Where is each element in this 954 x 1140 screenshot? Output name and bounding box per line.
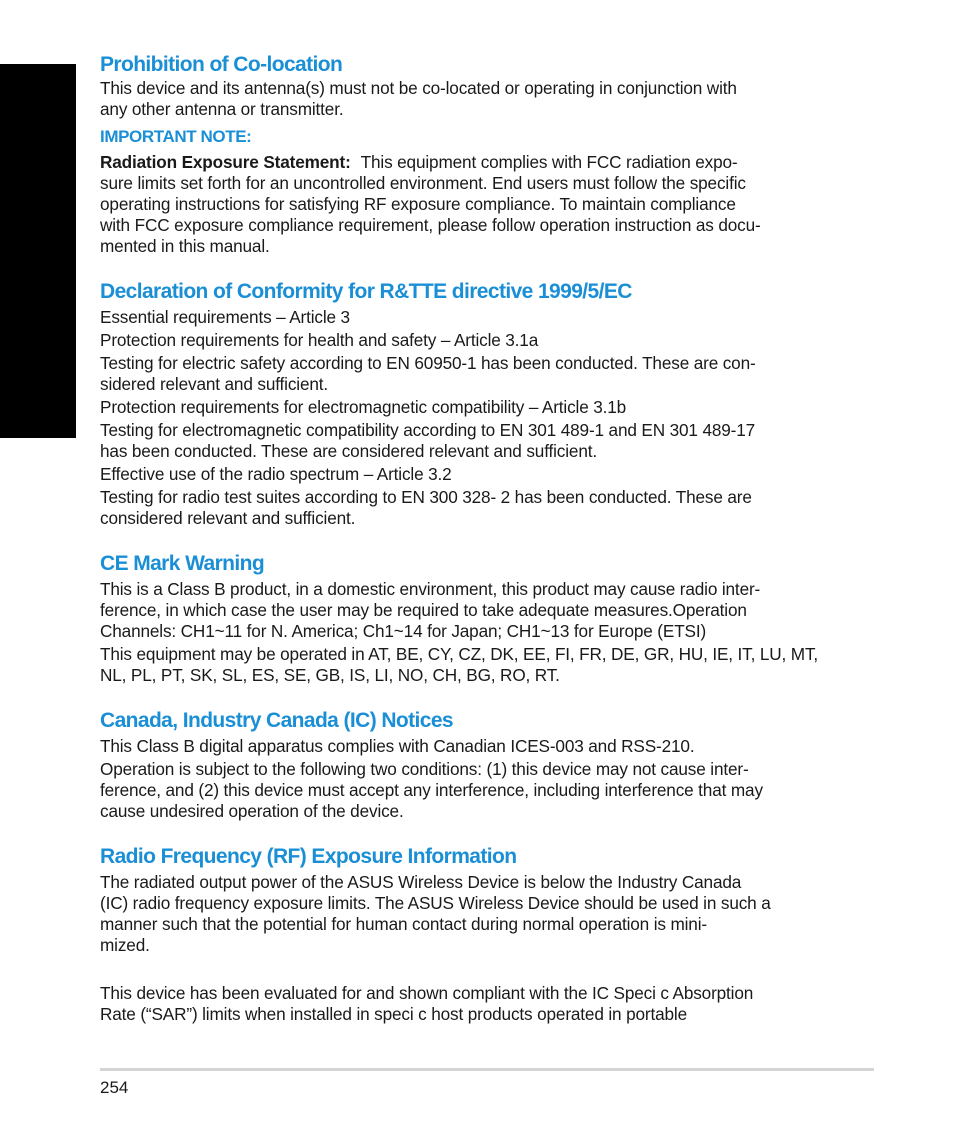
important-note-line-3: operating instructions for satisfying RF exposure compliance. To maintain compliance [100,194,736,214]
heading-rf-exposure: Radio Frequency (RF) Exposure Information [100,845,517,868]
heading-important-note: IMPORTANT NOTE: [100,127,252,146]
ce-line: ference, in which case the user may be required to take adequate measures.Operation [100,600,747,620]
rf-sar-line: This device has been evaluated for and shown compliant with the IC Speci c Absorption [100,983,754,1003]
heading-prohibition: Prohibition of Co-location [100,53,343,76]
rf-sar-line: Rate (“SAR”) limits when installed in speci c host products operated in portable [100,1004,687,1024]
ce-line: NL, PL, PT, SK, SL, ES, SE, GB, IS, LI, NO, CH, BG, RO, RT. [100,665,560,685]
heading-ce-mark: CE Mark Warning [100,552,265,575]
heading-declaration: Declaration of Conformity for R&TTE directive 1999/5/EC [100,280,632,303]
ce-line: This is a Class B product, in a domestic environment, this product may cause radio inter- [100,579,761,599]
side-language-tab [0,64,76,438]
ic-line: cause undesired operation of the device. [100,801,404,821]
footer-rule [100,1068,874,1071]
doc-line: Testing for radio test suites according to EN 300 328- 2 has been conducted. These are [100,487,752,507]
ic-line: This Class B digital apparatus complies with Canadian ICES-003 and RSS-210. [100,736,695,756]
rf-line: (IC) radio frequency exposure limits. The ASUS Wireless Device should be used in such a [100,893,771,913]
doc-line: Testing for electric safety according to EN 60950-1 has been conducted. These are con- [100,353,756,373]
rf-line: The radiated output power of the ASUS Wireless Device is below the Industry Canada [100,872,742,892]
doc-line: Protection requirements for health and safety – Article 3.1a [100,330,539,350]
doc-line: considered relevant and sufficient. [100,508,356,528]
radiation-exposure-lead: Radiation Exposure Statement: [100,152,351,172]
important-note-line-4: with FCC exposure compliance requirement, please follow operation instruction as docu- [100,215,761,235]
important-note-line-2: sure limits set forth for an uncontrolled environment. End users must follow the specific [100,173,746,193]
doc-line: Testing for electromagnetic compatibility according to EN 301 489-1 and EN 301 489-17 [100,420,756,440]
doc-line: Essential requirements – Article 3 [100,307,350,327]
prohibition-line-2: any other antenna or transmitter. [100,99,344,119]
ce-line: This equipment may be operated in AT, BE, CY, CZ, DK, EE, FI, FR, DE, GR, HU, IE, IT, LU, MT, [100,644,819,664]
important-note-line-5: mented in this manual. [100,236,270,256]
page-content [100,52,880,1025]
doc-line: sidered relevant and sufficient. [100,374,329,394]
ic-line: Operation is subject to the following two conditions: (1) this device may not cause inter- [100,759,749,779]
important-note-line-1: Radiation Exposure Statement: This equipment complies with FCC radiation expo- [100,152,738,172]
doc-line: Protection requirements for electromagnetic compatibility – Article 3.1b [100,397,627,417]
doc-line: has been conducted. These are considered relevant and sufficient. [100,441,597,461]
ce-line: Channels: CH1~11 for N. America; Ch1~14 for Japan; CH1~13 for Europe (ETSI) [100,621,707,641]
page-number: 254 [100,1078,129,1097]
rf-line: manner such that the potential for human contact during normal operation is mini- [100,914,707,934]
heading-canada-ic: Canada, Industry Canada (IC) Notices [100,709,453,732]
ic-line: ference, and (2) this device must accept any interference, including interference that may [100,780,763,800]
rf-line: mized. [100,935,150,955]
doc-line: Effective use of the radio spectrum – Article 3.2 [100,464,452,484]
prohibition-line-1: This device and its antenna(s) must not be co-located or operating in conjunction with [100,78,737,98]
